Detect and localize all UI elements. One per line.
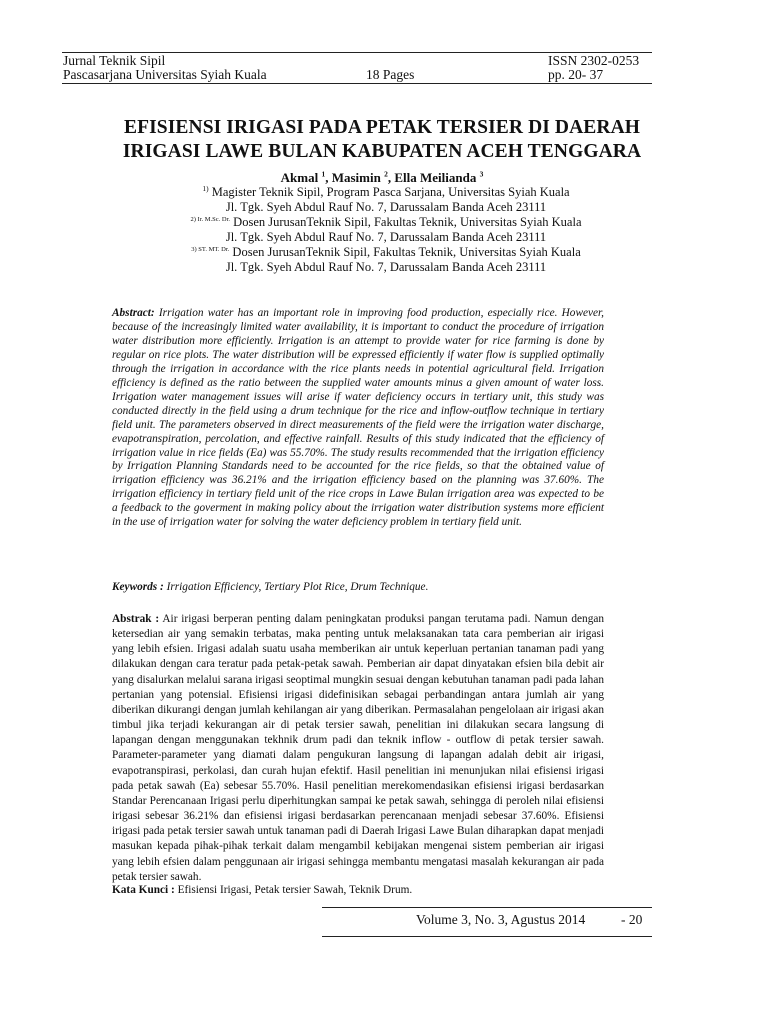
keywords-body: Irrigation Efficiency, Tertiary Plot Rice, Drum Technique. [166, 581, 429, 593]
affiliation-marker: 3) ST. MT. Dr. [191, 245, 230, 253]
paper-title [62, 116, 702, 164]
page-range: pp. 20- 37 [548, 67, 604, 82]
author-list: Akmal $^1$, Masimin $^2$, Ella Meilianda $^3$ [280, 169, 484, 185]
affiliation-marker: 1) [202, 183, 209, 193]
affiliation-marker: 2) Ir. M.Sc. Dr. [190, 215, 231, 223]
author-marker: 1 [321, 169, 326, 179]
pages-count: 18 Pages [366, 67, 415, 82]
title-line-1: EFISIENSI IRIGASI PADA PETAK TERSIER DI DAERAH [123, 117, 641, 138]
title-line-2: IRIGASI LAWE BULAN KABUPATEN ACEH TENGGARA [122, 141, 642, 162]
abstrak-body: Air irigasi berperan penting dalam peningkatan produksi pangan terutama padi. Namun dengan ketersedian air yang semakin terbatas, maka penting untuk melaksanakan tata cara pemberian air irigasi yang lebih efsien. Irigasi adalah suatu usaha memberikan air untuk keperluan pertanian tanaman padi yang dilakukan dengan cara teratur pada petak-petak sawah. Pemberian air dapat dinyatakan efsien bila debit air yang disalurkan melalui sarana irigasi seoptimal mungkin sesuai dengan kebutuhan tanaman padi pada lahan pertanian yang potensial. Efisiensi irigasi didefinisikan sebagai perbandingan antara jumlah air yang diberikan dikurangi dengan jumlah kehilangan air yang diberikan. Permasalahan pengelolaan air irigasi akan timbul jika terjadi kekurangan air di petak tersier sawah, penelitian ini dilakukan secara langsung di lapangan dengan menggunakan tekhnik drum padi dan teknik inflow - outflow di petak tersier sawah. Parameter-parameter yang diamati dalam pengukuran langsung di lapangan adalah debit air irigasi, evapotranspirasi, perkolasi, dan curah hujan efektif. Hasil penelitian ini menunjukan nilai efisiensi irigasi pada petak sawah (Ea) sebesar 55.70%. Hasil penelitian merekomendasikan efisiensi irigasi berdasarkan Standar Perencanaan Irigasi perlu diperhitungkan sampai ke petak sawah, sehingga di peroleh nilai efisiensi irigasi sebesar 36.21% dan efisiensi irigasi berdasarkan perencanaan menjadi sebesar 37.60%. Efisiensi irigasi pada petak tersier sawah untuk tanaman padi di Daerah Irigasi Lawe Bulan diharapkan dapat menjadi masukan kepada pihak-pihak terkait dalam mengambil kebijakan mengenai sistem pemberian air irigasi yang lebih efsien dalam penggunaan air irigasi sehingga membantu mengatasi masalah kekurangan air pada petak tersier sawah. [112, 613, 605, 883]
kata-kunci-body: Efisiensi Irigasi, Petak tersier Sawah, Teknik Drum. [177, 884, 413, 896]
author-name: Ella Meilianda [394, 170, 477, 185]
affiliation-text: Dosen JurusanTeknik Sipil, Fakultas Teknik, Universitas Syiah Kuala [233, 215, 582, 229]
kata-kunci-label: Kata Kunci : [112, 884, 175, 896]
keywords-english [112, 580, 604, 594]
author-marker: 2 [384, 169, 388, 179]
affiliation-1-address: Jl. Tgk. Syeh Abdul Rauf No. 7, Darussalam Banda Aceh 23111 [225, 200, 547, 214]
affiliation-3 [66, 245, 706, 260]
issn: ISSN 2302-0253 [548, 53, 640, 68]
affiliation-text: Magister Teknik Sipil, Program Pasca Sarjana, Universitas Syiah Kuala [211, 185, 570, 199]
abstract-english [112, 307, 604, 530]
affiliation-text: Dosen JurusanTeknik Sipil, Fakultas Teknik, Universitas Syiah Kuala [232, 245, 581, 259]
header-bottom-rule [62, 83, 652, 84]
affiliation-1 [66, 185, 706, 200]
author-name: Akmal [280, 170, 319, 185]
volume-info: Volume 3, No. 3, Agustus 2014 [416, 912, 586, 927]
footer-top-rule [322, 907, 652, 908]
keywords-indonesian [112, 883, 604, 897]
affiliation-2 [66, 215, 706, 230]
journal-name: Jurnal Teknik Sipil [63, 53, 166, 68]
abstrak-label: Abstrak : [112, 613, 160, 625]
keywords-label: Keywords : [112, 581, 164, 593]
page-number: - 20 [621, 912, 643, 927]
university-name: Pascasarjana Universitas Syiah Kuala [63, 67, 267, 82]
author-marker: 3 [479, 169, 484, 179]
affiliation-2-address: Jl. Tgk. Syeh Abdul Rauf No. 7, Darussalam Banda Aceh 23111 [225, 230, 547, 244]
affiliation-3-address: Jl. Tgk. Syeh Abdul Rauf No. 7, Darussalam Banda Aceh 23111 [225, 260, 547, 274]
author-name: Masimin [331, 170, 381, 185]
abstract-label: Abstract: [112, 307, 155, 319]
footer-bottom-rule [322, 936, 652, 937]
abstract-indonesian [112, 612, 604, 885]
abstract-body: Irrigation water has an important role in improving food production, especially rice. However, because of the increasingly limited water availability, it is important to conduct the procedure of irrigation water distribution more efficiently. Irrigation is an attempt to provide water for rice farming is done by regular on rice plots. The water distribution will be expressed efficiently if water flow is supplied optimally through the irrigation in accordance with the rice plants needs in potential agricultural field. Irrigation efficiency is defined as the ratio between the supplied water amounts minus a given amount of water loss. Irrigation water management issues will arise if water deficiency occurs in tertiary unit, this study was conducted directly in the field using a drum technique for the rice and inflow-outflow technique in tertiary field unit. The parameters observed in direct measurements of the field were the irrigation water discharge, evapotranspiration, percolation, and effective rainfall. Results of this study indicated that the efficiency of irrigation value in rice fields (Ea) was 55.70%. The study results recommended that the irrigation efficiency by Irrigation Planning Standards need to be accounted for the rice fields, so that the obtained value of irrigation efficiency was 36.21% and the irrigation efficiency based on the planning was 37.60%. The irrigation efficiency in tertiary field unit of the rice crops in Lawe Bulan irrigation area was expected to be a feedback to the goverment in making policy about the irrigation water distribution systems more efficient in the use of irrigation water for solving the water deficiency problem in tertiary field unit. [112, 307, 604, 529]
